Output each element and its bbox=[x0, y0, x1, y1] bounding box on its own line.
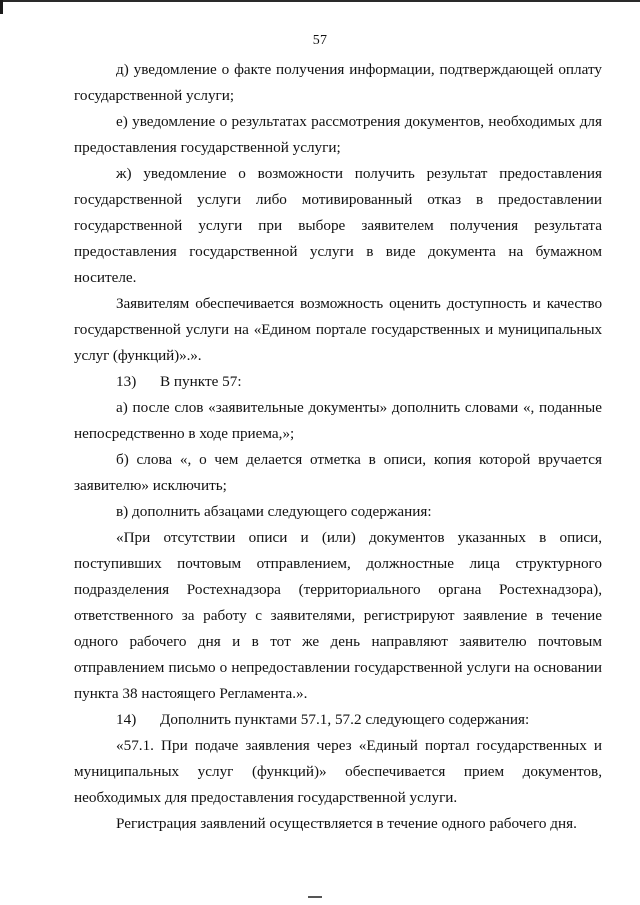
scan-bottom-mark bbox=[308, 896, 322, 898]
paragraph-zh: ж) уведомление о возможности получить результат предоставления государственной услуги либо мотивированный отказ в предоставлении государственной услуги при выборе заявителем получения результата предоставления государственной услуги в виде документа на бумажном носителе. bbox=[74, 165, 602, 286]
document-body bbox=[74, 57, 602, 837]
paragraph-e: е) уведомление о результатах рассмотрения документов, необходимых для предоставления государственной услуги; bbox=[74, 113, 602, 156]
paragraph-v: в) дополнить абзацами следующего содержания: bbox=[116, 503, 432, 520]
paragraph-a: а) после слов «заявительные документы» дополнить словами «, поданные непосредственно в ходе приема,»; bbox=[74, 399, 602, 442]
item-14-number: 14) bbox=[116, 711, 137, 728]
paragraph-b: б) слова «, о чем делается отметка в описи, копия которой вручается заявителю» исключить; bbox=[74, 451, 602, 494]
paragraph-item-13 bbox=[74, 369, 602, 395]
item-14-text: Дополнить пунктами 57.1, 57.2 следующего содержания: bbox=[160, 711, 530, 728]
item-13-text: В пункте 57: bbox=[160, 373, 242, 390]
paragraph-registration: Регистрация заявлений осуществляется в течение одного рабочего дня. bbox=[116, 815, 577, 832]
paragraph-57-1: «57.1. При подаче заявления через «Единый портал государственных и муниципальных услуг (функций)» обеспечивается прием документов, необходимых для предоставления государственной услуги. bbox=[74, 737, 602, 806]
scan-top-edge bbox=[0, 0, 640, 2]
item-13-number: 13) bbox=[116, 373, 137, 390]
paragraph-item-14 bbox=[74, 707, 602, 733]
page-number: 57 bbox=[312, 33, 328, 48]
paragraph-no-inventory: «При отсутствии описи и (или) документов указанных в описи, поступивших почтовым отправлением, должностные лица структурного подразделения Ростехнадзора (территориального органа Ростехнадзора), ответственного за работу с заявителями, регистрируют заявление в течение одного рабочего дня и в тот же день направляют заявителю почтовым отправлением письмо о непредоставлении государственной услуги на основании пункта 38 настоящего Регламента.». bbox=[74, 529, 602, 702]
scan-corner-mark bbox=[0, 0, 3, 14]
paragraph-d: д) уведомление о факте получения информации, подтверждающей оплату государственной услуги; bbox=[74, 61, 602, 104]
paragraph-portal-evaluation: Заявителям обеспечивается возможность оценить доступность и качество государственной услуги на «Едином портале государственных и муниципальных услуг (функций)».». bbox=[74, 295, 602, 364]
